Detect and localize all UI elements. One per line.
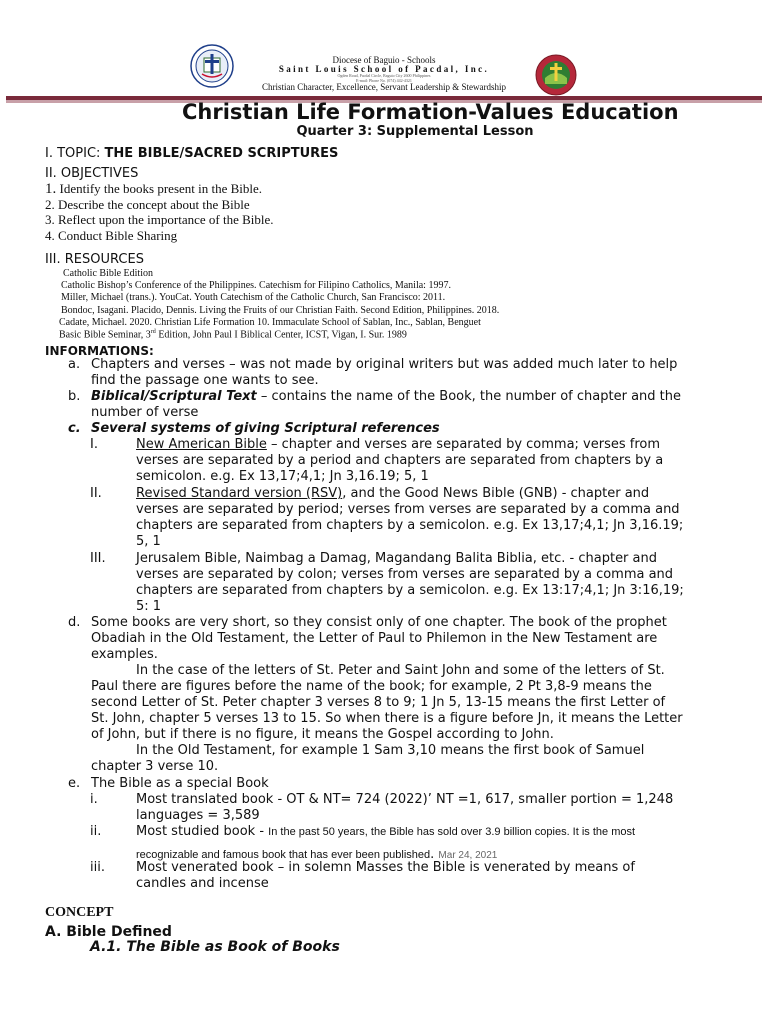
resource-text: Basic Bible Seminar, 3 bbox=[59, 329, 151, 341]
info-b-text: – contains the name of the Book, the number of chapter and the bbox=[256, 389, 681, 404]
info-e3-line: Most venerated book – in solemn Masses the Bible is venerated by means of bbox=[136, 860, 635, 875]
objective-text: Identify the books present in the Bible. bbox=[56, 181, 263, 196]
concept-heading: CONCEPT bbox=[45, 905, 114, 920]
info-d-line: Obadiah in the Old Testament, the Letter of Paul to Philemon in the New Testament are bbox=[91, 631, 658, 646]
info-e1-line: Most translated book - OT & NT= 724 (2022)’ NT =1, 617, smaller portion = 1,248 bbox=[136, 792, 674, 807]
info-d-line: second Letter of St. Peter chapter 3 verses 8 to 9; 1 Jn 5, 13-15 means the first Letter of bbox=[91, 695, 666, 710]
resource-item: Catholic Bible Edition bbox=[63, 268, 153, 279]
topic-value: THE BIBLE/SACRED SCRIPTURES bbox=[104, 146, 339, 161]
info-d-line: In the Old Testament, for example 1 Sam 3,10 means the first book of Samuel bbox=[136, 743, 645, 758]
list-marker: d. bbox=[68, 615, 81, 630]
info-d-line: chapter 3 verse 10. bbox=[91, 759, 219, 774]
objective-text: Describe the concept about the Bible bbox=[54, 197, 250, 212]
info-e2-dot: . bbox=[430, 847, 439, 862]
objective-item bbox=[45, 197, 250, 213]
list-marker: c. bbox=[68, 421, 81, 436]
objective-text: Reflect upon the importance of the Bible. bbox=[54, 212, 274, 227]
info-c1-line bbox=[136, 437, 660, 452]
info-c1-line: semicolon. e.g. Ex 13,17;4,1; Jn 3,16.19; 5, 1 bbox=[136, 469, 429, 484]
objective-item bbox=[45, 181, 262, 198]
info-d-line: Paul there are figures before the name of the book; for example, 2 Pt 3,8-9 means the bbox=[91, 679, 652, 694]
info-e2-quote: recognizable and famous book that has ever been published bbox=[136, 849, 431, 861]
info-c3-line: verses are separated by colon; verses from verses are separated by a comma and bbox=[136, 567, 674, 582]
info-d-line: In the case of the letters of St. Peter and Saint John and some of the letters of St. bbox=[136, 663, 665, 678]
info-c3-line: chapters are separated from chapters by a semicolon. e.g. Ex 13:17;4,1; Jn 3:16,19; bbox=[136, 583, 684, 598]
info-c2-line: chapters are separated from chapters by a semicolon. e.g. Ex 13,17;4,1; Jn 3,16.19; bbox=[136, 518, 684, 533]
resource-item: Cadate, Michael. 2020. Christian Life Formation 10. Immaculate School of Sablan, Inc., Sablan, Benguet bbox=[59, 317, 481, 328]
resource-item: Bondoc, Isagani. Placido, Dennis. Living the Fruits of our Christian Faith. Second Edition, Philippines. 2018. bbox=[61, 305, 500, 316]
topic-line bbox=[45, 146, 338, 161]
info-e-title: The Bible as a special Book bbox=[91, 776, 269, 791]
concept-a-title: A. Bible Defined bbox=[45, 924, 172, 940]
info-c2-line bbox=[136, 486, 649, 501]
info-c3-line: Jerusalem Bible, Naimbag a Damag, Magandang Balita Biblia, etc. - chapter and bbox=[136, 551, 657, 566]
info-c2-text: , and the Good News Bible (GNB) - chapter and bbox=[342, 486, 650, 501]
header-address: Ogden Road, Pacdal Circle, Baguio City 2600 Philippines bbox=[337, 73, 431, 78]
objective-text: Conduct Bible Sharing bbox=[54, 228, 178, 243]
concept-a1-title: A.1. The Bible as Book of Books bbox=[90, 939, 340, 955]
info-a-line: find the passage one wants to see. bbox=[91, 373, 319, 388]
info-b-line: number of verse bbox=[91, 405, 199, 420]
info-c1-text: – chapter and verses are separated by comma; verses from bbox=[266, 437, 661, 452]
info-c2-line: 5, 1 bbox=[136, 534, 161, 549]
objective-item bbox=[45, 228, 177, 244]
list-marker: ii. bbox=[90, 824, 102, 839]
list-marker: II. bbox=[90, 486, 102, 501]
info-c3-line: 5: 1 bbox=[136, 599, 162, 614]
topic-label: I. TOPIC: bbox=[45, 146, 105, 161]
page-title: Christian Life Formation-Values Education bbox=[182, 100, 679, 124]
header-motto: Christian Character, Excellence, Servant Leadership & Stewardship bbox=[261, 82, 507, 92]
list-marker: iii. bbox=[90, 860, 105, 875]
resource-text: Edition, John Paul I Biblical Center, ICST, Vigan, I. Sur. 1989 bbox=[155, 329, 407, 341]
objective-item bbox=[45, 212, 274, 228]
info-e1-line: languages = 3,589 bbox=[136, 808, 260, 823]
info-b-term: Biblical/Scriptural Text bbox=[91, 389, 257, 404]
info-d-line: St. John, chapter 5 verses 13 to 15. So when there is a figure before Jn, it means the Letter bbox=[91, 711, 683, 726]
info-e3-line: candles and incense bbox=[136, 876, 269, 891]
list-marker: e. bbox=[68, 776, 81, 791]
resource-item bbox=[59, 329, 407, 340]
bible-version-name: Revised Standard version (RSV) bbox=[136, 486, 343, 501]
page-subtitle: Quarter 3: Supplemental Lesson bbox=[296, 124, 534, 139]
objective-num: 2. bbox=[45, 197, 55, 212]
bible-version-name: New American Bible bbox=[136, 437, 267, 452]
objective-num: 3. bbox=[45, 212, 55, 227]
list-marker: b. bbox=[68, 389, 81, 404]
info-d-line: examples. bbox=[91, 647, 158, 662]
info-e2-date: Mar 24, 2021 bbox=[438, 850, 498, 861]
resources-heading: III. RESOURCES bbox=[45, 252, 144, 267]
resource-item: Catholic Bishop’s Conference of the Philippines. Catechism for Filipino Catholics, Manila: 1997. bbox=[61, 280, 451, 291]
resource-item: Miller, Michael (trans.). YouCat. Youth Catechism of the Catholic Church, San Francisco: 2011. bbox=[61, 292, 446, 303]
info-d-line: Some books are very short, so they consist only of one chapter. The book of the prophet bbox=[91, 615, 667, 630]
informations-heading: INFORMATIONS: bbox=[45, 344, 154, 358]
info-c2-line: verses are separated by period; verses from verses are separated by a comma and bbox=[136, 502, 680, 517]
info-d-line: of John, but if there is no figure, it means the Gospel according to John. bbox=[91, 727, 554, 742]
header-diocese: Diocese of Baguio - Schools bbox=[332, 55, 436, 65]
info-e2-quote: In the past 50 years, the Bible has sold over 3.9 billion copies. It is the most bbox=[268, 826, 636, 838]
list-marker: I. bbox=[90, 437, 98, 452]
info-e2-text: Most studied book - bbox=[136, 824, 269, 839]
list-marker: a. bbox=[68, 357, 81, 372]
info-b-line bbox=[91, 389, 681, 404]
objectives-heading: II. OBJECTIVES bbox=[45, 166, 139, 181]
header-school-name: Saint Louis School of Pacdal, Inc. bbox=[278, 64, 490, 74]
info-a-line: Chapters and verses – was not made by original writers but was added much later to help bbox=[91, 357, 678, 372]
objective-num: 1. bbox=[45, 181, 57, 197]
objective-num: 4. bbox=[45, 228, 55, 243]
info-c-title: Several systems of giving Scriptural references bbox=[91, 421, 440, 436]
header-contact: E-mail: Phone No. (074) 442-4321 bbox=[356, 78, 412, 83]
info-e2-line bbox=[136, 824, 635, 839]
info-c1-line: verses are separated by a period and chapters are separated from chapters by a bbox=[136, 453, 664, 468]
list-marker: III. bbox=[90, 551, 106, 566]
list-marker: i. bbox=[90, 792, 98, 807]
resource-sup: rd bbox=[150, 329, 156, 335]
